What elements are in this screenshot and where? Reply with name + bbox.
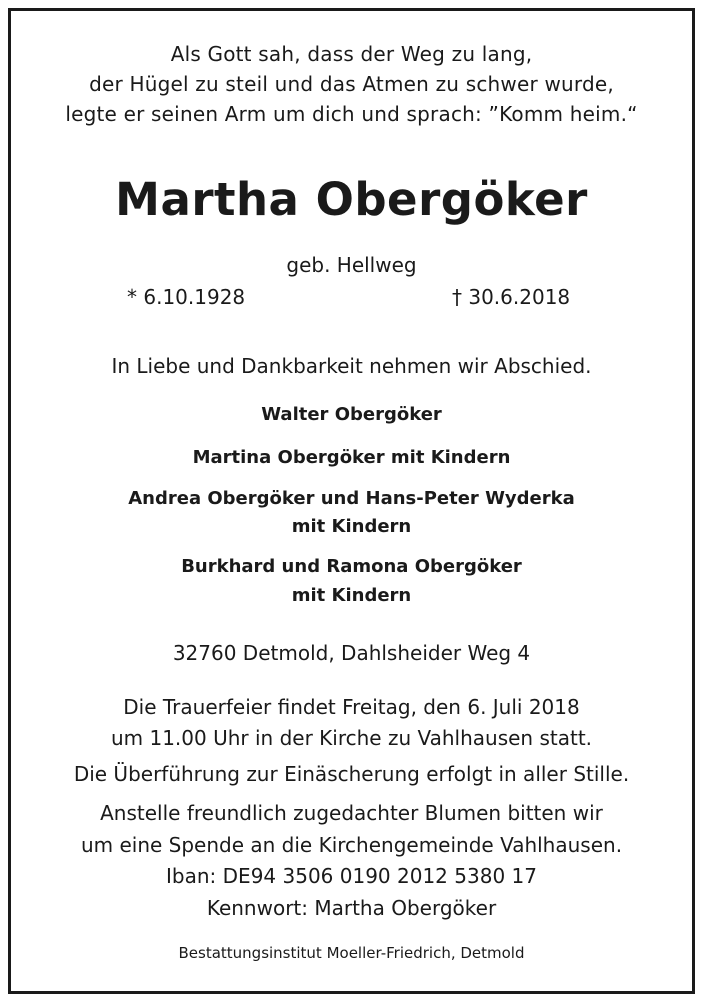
service-line: um 11.00 Uhr in der Kirche zu Vahlhausen statt. <box>110 726 593 750</box>
poem-line: der Hügel zu steil und das Atmen zu schwer wurde, <box>89 72 614 96</box>
donation-line: um eine Spende an die Kirchengemeinde Vahlhausen. <box>80 833 623 857</box>
keyword: Kennwort: Martha Obergöker <box>206 896 497 920</box>
mourner-line: mit Kindern <box>291 516 412 537</box>
deceased-name: Martha Obergöker <box>115 173 588 226</box>
farewell-text: In Liebe und Dankbarkeit nehmen wir Abschied. <box>111 354 592 378</box>
funeral-home: Bestattungsinstitut Moeller-Friedrich, Detmold <box>178 944 525 962</box>
mourner-line: Andrea Obergöker und Hans-Peter Wyderka <box>128 488 575 509</box>
poem-line: legte er seinen Arm um dich und sprach: ”Komm heim.“ <box>65 102 638 126</box>
iban: Iban: DE94 3506 0190 2012 5380 17 <box>166 864 537 888</box>
address: 32760 Detmold, Dahlsheider Weg 4 <box>172 641 531 665</box>
poem-line: Als Gott sah, dass der Weg zu lang, <box>170 42 533 66</box>
birth-date: * 6.10.1928 <box>127 285 246 309</box>
obituary-notice <box>11 11 692 991</box>
mourner-line: mit Kindern <box>291 585 412 606</box>
mourner-line: Martina Obergöker mit Kindern <box>192 447 511 468</box>
death-date: † 30.6.2018 <box>452 285 571 309</box>
mourner-line: Burkhard und Ramona Obergöker <box>181 556 522 577</box>
donation-line: Anstelle freundlich zugedachter Blumen bitten wir <box>100 801 603 825</box>
birth-name: geb. Hellweg <box>286 253 417 277</box>
mourner-line: Walter Obergöker <box>261 404 442 425</box>
transfer-text: Die Überführung zur Einäscherung erfolgt in aller Stille. <box>73 762 630 786</box>
service-line: Die Trauerfeier findet Freitag, den 6. Juli 2018 <box>123 695 580 719</box>
